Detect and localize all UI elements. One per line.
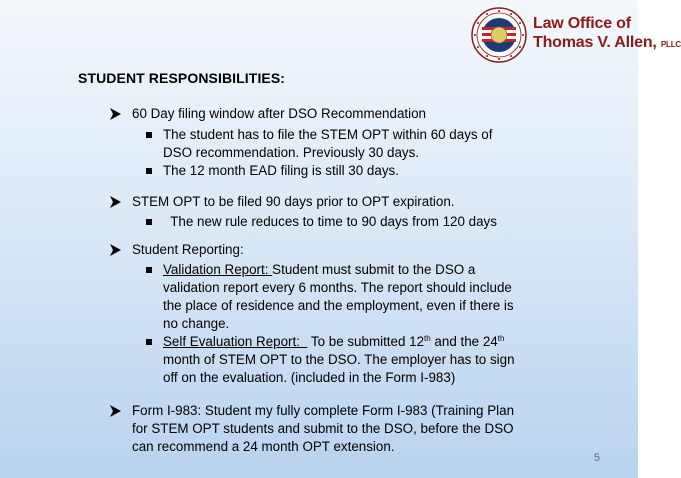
self-evaluation-report-label: Self Evaluation Report: <box>163 334 308 349</box>
firm-name-line2 <box>533 33 681 54</box>
bullet-3-sub-1-line-3: the place of residence and the employment, even if there is <box>163 298 514 313</box>
superscript-th: th <box>497 334 505 343</box>
bullet-2-text: STEM OPT to be filed 90 days prior to OPT expiration. <box>132 194 455 209</box>
validation-report-label: Validation Report: <box>163 262 273 277</box>
firm-name-main: Thomas V. Allen, <box>533 34 657 51</box>
square-bullet-icon <box>146 339 152 345</box>
bullet-2-sub-1-line-1: The new rule reduces to time to 90 days from 120 days <box>163 214 497 229</box>
firm-name <box>533 14 681 54</box>
firm-name-line1: Law Office of <box>533 15 631 32</box>
bullet-4-line-3: can recommend a 24 month OPT extension. <box>132 439 395 454</box>
bullet-3-sub-2-line-2: month of STEM OPT to the DSO. The employer has to sign <box>163 352 515 367</box>
bullet-3-sub-1-line-2: validation report every 6 months. The report should include <box>163 280 512 295</box>
slide-heading: STUDENT RESPONSIBILITIES: <box>78 70 286 86</box>
superscript-th: th <box>424 334 431 343</box>
square-bullet-icon <box>146 132 152 138</box>
validation-report-text: Student must submit to the DSO a <box>272 262 476 277</box>
square-bullet-icon <box>146 219 152 225</box>
page-number: 5 <box>593 452 600 464</box>
arrow-bullet-icon <box>110 108 121 120</box>
bullet-3-sub-2-line-1 <box>163 334 504 350</box>
arrow-bullet-icon <box>110 244 121 256</box>
bullet-1-sub-1-line-1: The student has to file the STEM OPT within 60 days of <box>163 127 493 142</box>
arrow-bullet-icon <box>110 405 121 417</box>
bullet-3-sub-1-line-1 <box>163 262 475 278</box>
bullet-3-sub-2-line-3: off on the evaluation. (included in the Form I-983) <box>163 370 456 385</box>
bullet-3-text: Student Reporting: <box>132 242 244 257</box>
firm-seal-icon <box>471 7 527 63</box>
firm-suffix: PLLC <box>660 40 681 49</box>
self-evaluation-text-b: and the 24 <box>430 334 498 349</box>
bullet-3-sub-1-line-4: no change. <box>163 316 230 331</box>
arrow-bullet-icon <box>110 196 121 208</box>
bullet-1-text: 60 Day filing window after DSO Recommendation <box>132 106 426 121</box>
square-bullet-icon <box>146 168 152 174</box>
bullet-4-line-1: Form I-983: Student my fully complete Form I-983 (Training Plan <box>132 403 515 418</box>
bullet-1-sub-2-line-1: The 12 month EAD filing is still 30 days. <box>163 163 399 178</box>
square-bullet-icon <box>146 267 152 273</box>
firm-logo <box>471 5 681 65</box>
bullet-4-line-2: for STEM OPT students and submit to the DSO, before the DSO <box>132 421 514 436</box>
bullet-1-sub-1-line-2: DSO recommendation. Previously 30 days. <box>163 145 420 160</box>
self-evaluation-text-a: To be submitted 12 <box>307 334 425 349</box>
